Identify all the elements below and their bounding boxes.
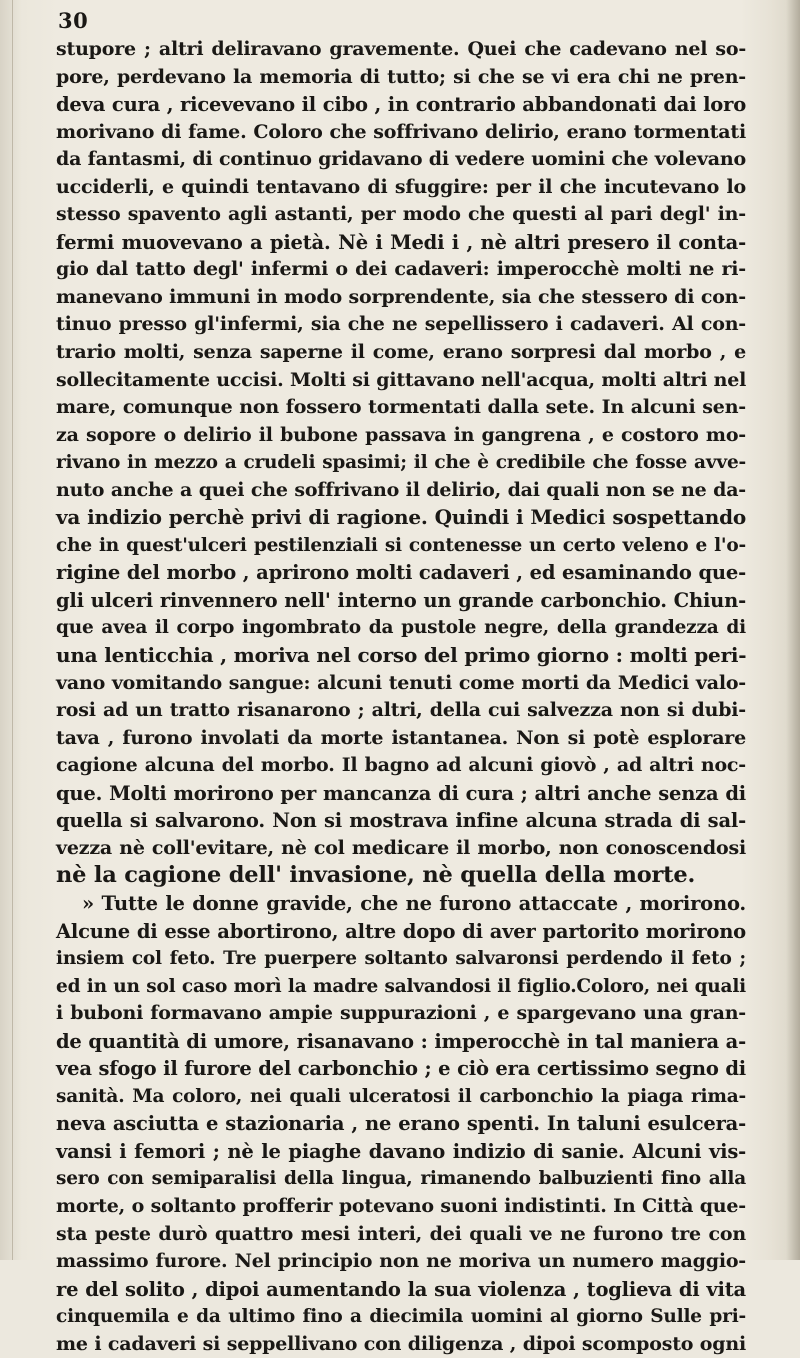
- text-line: pore, perdevano la memoria di tutto; si che se vi era chi ne pren-: [56, 65, 746, 88]
- text-line: massimo furore. Nel principio non ne moriva un numero maggio-: [56, 1250, 746, 1273]
- text-line: me i cadaveri si seppellivano con diligenza , dipoi scomposto ogni: [56, 1332, 746, 1355]
- text-line: vea sfogo il furore del carbonchio ; e ciò era certissimo segno di: [56, 1057, 746, 1081]
- text-line: sta peste durò quattro mesi interi, dei quali ve ne furono tre con: [56, 1222, 746, 1245]
- body-text: [56, 36, 746, 1358]
- text-line: de quantità di umore, risanavano : imperocchè in tal maniera a-: [56, 1029, 746, 1053]
- text-line: vano vomitando sangue: alcuni tenuti come morti da Medici valo-: [56, 671, 746, 694]
- text-line: morte, o soltanto profferir potevano suoni indistinti. In Città que-: [56, 1194, 746, 1217]
- text-line: insiem col feto. Tre puerpere soltanto salvaronsi perdendo il feto ;: [56, 948, 746, 970]
- paragraph-start-line: » Tutte le donne gravide, che ne furono attaccate , morirono.: [82, 891, 746, 915]
- text-line: da fantasmi, di continuo gridavano di vedere uomini che volevano: [56, 148, 746, 171]
- text-line: vansi i femori ; nè le piaghe davano indizio di sanie. Alcuni vis-: [56, 1139, 746, 1163]
- text-line: gli ulceri rinvennero nell' interno un grande carbonchio. Chiun-: [56, 588, 746, 612]
- text-line: stesso spavento agli astanti, per modo che questi al pari degl' in-: [56, 203, 746, 226]
- text-line: sollecitamente uccisi. Molti si gittavano nell'acqua, molti altri nel: [56, 368, 747, 391]
- text-line: trario molti, senza saperne il come, erano sorpresi dal morbo , e: [56, 341, 746, 364]
- text-line: vezza nè coll'evitare, nè col medicare il morbo, non conoscendosi: [56, 836, 746, 859]
- text-line: rosi ad un tratto risanarono ; altri, della cui salvezza non si dubi-: [56, 699, 746, 722]
- text-line: manevano immuni in modo sorprendente, sia che stessero di con-: [56, 285, 746, 308]
- text-line: una lenticchia , moriva nel corso del primo giorno : molti peri-: [56, 643, 747, 668]
- text-line: quella si salvarono. Non si mostrava infine alcuna strada di sal-: [56, 809, 746, 833]
- text-line: rivano in mezzo a crudeli spasimi; il che è credibile che fosse avve-: [56, 452, 746, 474]
- text-line: tinuo presso gl'infermi, sia che ne sepellissero i cadaveri. Al con-: [56, 313, 746, 336]
- text-line: za sopore o delirio il bubone passava in gangrena , e costoro mo-: [56, 423, 746, 446]
- page-number: 30: [58, 8, 89, 33]
- text-line: cinquemila e da ultimo fino a diecimila uomini al giorno Sulle pri-: [56, 1306, 746, 1328]
- text-line: ed in un sol caso morì la madre salvandosi il figlio.Coloro, nei quali: [56, 975, 746, 997]
- text-line: mare, comunque non fossero tormentati dalla sete. In alcuni sen-: [56, 396, 746, 419]
- text-line: sero con semiparalisi della lingua, rimanendo balbuzienti fino alla: [56, 1168, 746, 1190]
- text-line: i buboni formavano ampie suppurazioni , e spargevano una gran-: [56, 1002, 746, 1025]
- text-line: ucciderli, e quindi tentavano di sfuggire: per il che incutevano lo: [56, 175, 746, 198]
- text-line: que. Molti morirono per mancanza di cura ; altri anche senza di: [56, 781, 746, 805]
- text-line: deva cura , ricevevano il cibo , in contrario abbandonati dai loro: [56, 93, 746, 117]
- text-line: nuto anche a quei che soffrivano il delirio, dai quali non se ne da-: [56, 478, 746, 501]
- text-line: stupore ; altri deliravano gravemente. Quei che cadevano nel so-: [56, 38, 746, 60]
- text-line: neva asciutta e stazionaria , ne erano spenti. In taluni esulcera-: [56, 1112, 746, 1136]
- text-line: va indizio perchè privi di ragione. Quindi i Medici sospettando: [56, 505, 746, 530]
- text-line: morivano di fame. Coloro che soffrivano delirio, erano tormentati: [56, 120, 746, 143]
- page-edge-shadow: [786, 0, 800, 1260]
- paragraph-end-line: nè la cagione dell' invasione, nè quella della morte.: [56, 862, 696, 889]
- binding-gutter: [12, 0, 13, 1260]
- text-line: Alcune di esse abortirono, altre dopo di aver partorito morirono: [56, 919, 746, 943]
- text-line: sanità. Ma coloro, nei quali ulceratosi il carbonchio la piaga rima-: [56, 1085, 746, 1107]
- text-line: cagione alcuna del morbo. Il bagno ad alcuni giovò , ad altri noc-: [56, 754, 746, 777]
- text-line: fermi muovevano a pietà. Nè i Medi i , nè altri presero il conta-: [56, 230, 746, 254]
- text-line: rigine del morbo , aprirono molti cadaveri , ed esaminando que-: [56, 561, 746, 585]
- text-line: che in quest'ulceri pestilenziali si contenesse un certo veleno e l'o-: [56, 534, 746, 556]
- text-line: re del solito , dipoi aumentando la sua violenza , toglieva di vita: [56, 1277, 746, 1301]
- text-line: que avea il corpo ingombrato da pustole negre, della grandezza di: [56, 617, 746, 639]
- text-line: tava , furono involati da morte istantanea. Non si potè esplorare: [56, 726, 746, 749]
- text-line: gio dal tatto degl' infermi o dei cadaveri: imperocchè molti ne ri-: [56, 258, 746, 281]
